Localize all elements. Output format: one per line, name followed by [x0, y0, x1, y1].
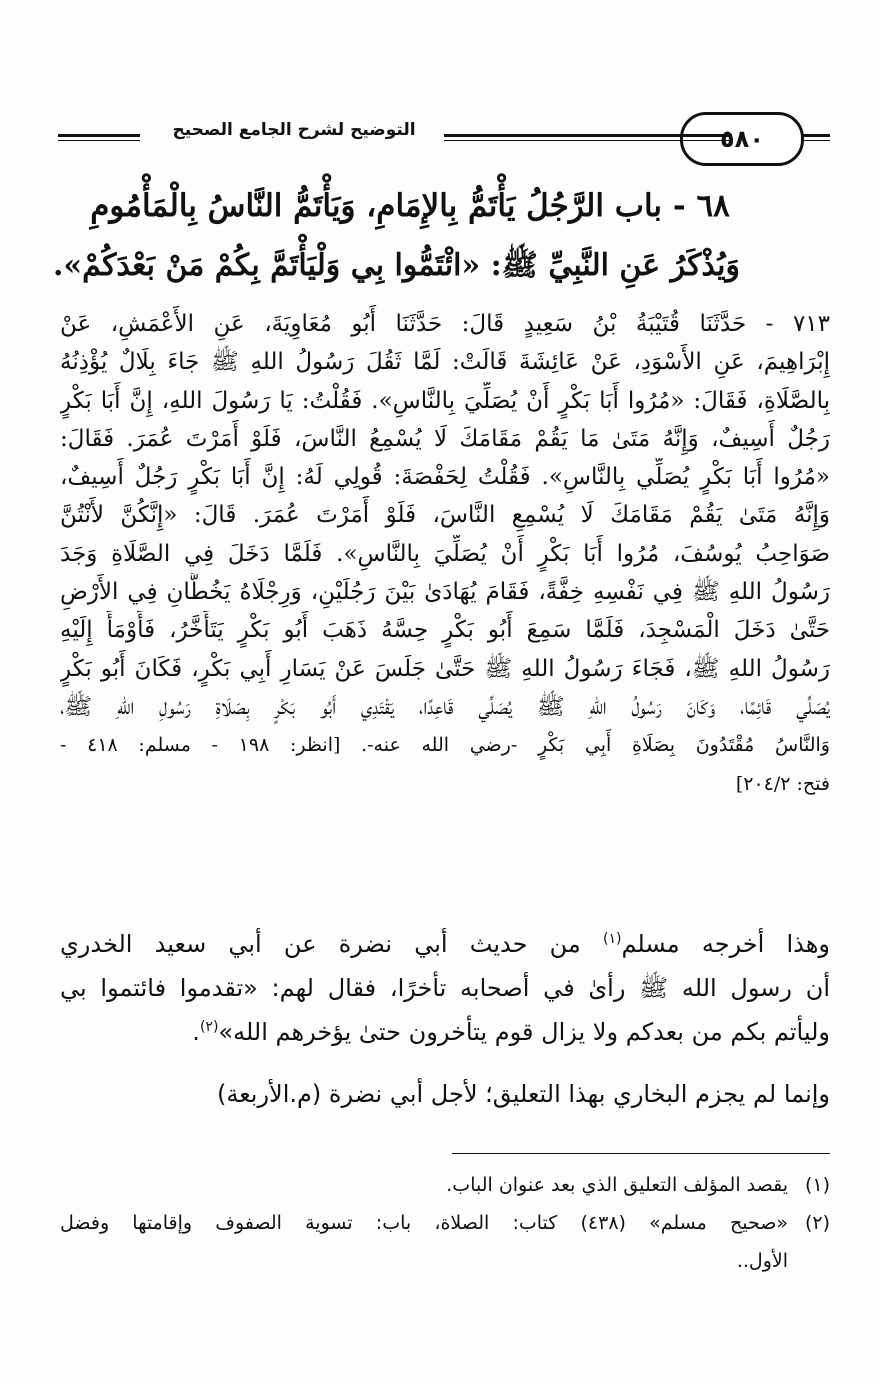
header-rule-right: [800, 134, 830, 141]
commentary-line: [60, 922, 830, 966]
page-header: [58, 112, 828, 168]
footnote-separator: [452, 1153, 830, 1154]
footnote-item: [60, 1204, 830, 1280]
header-rule-middle: [444, 134, 732, 141]
hadith-line: صَوَاحِبُ يُوسُفَ، مُرُوا أَبَا بَكْرٍ أَنْ يُصَلِّيَ بِالنَّاسِ». فَلَمَّا دَخَلَ فِي الصَّلَاةِ وَجَدَ: [60, 540, 830, 567]
commentary-text: وهذا أخرجه مسلم: [621, 930, 830, 958]
chapter-epigraph: وَيُذْكَرُ عَنِ النَّبِيِّ ﷺ: «ائْتَمُّوا بِي وَلْيَأْتَمَّ بِكُمْ مَنْ بَعْدَكُمْ».: [52, 248, 740, 283]
footnote-ref[interactable]: (٢): [199, 1019, 219, 1035]
commentary-line: أن رسول الله ﷺ رأىٰ في أصحابه تأخرًا، فقال لهم: «تقدموا فائتموا بي: [60, 974, 830, 1002]
footnote-ref[interactable]: (١): [602, 931, 622, 947]
footnote-number: (٢): [804, 1212, 830, 1234]
commentary: [60, 922, 830, 1116]
hadith-line: «مُرُوا أَبَا بَكْرٍ يُصَلِّي بِالنَّاسِ». فَقُلْتُ لِحَفْصَةَ: قُولِي لَهُ: إِنَّ أَبَا بَكْرٍ رَجُلٌ أَسِيفٌ،: [60, 464, 830, 491]
footnote-text: [60, 1166, 788, 1204]
page-number-badge: ٥٨٠: [680, 112, 804, 166]
commentary-line: وإنما لم يجزم البخاري بهذا التعليق؛ لأجل أبي نضرة (م.الأربعة): [216, 1080, 830, 1108]
hadith-text: [60, 305, 830, 803]
footnote-text: [60, 1204, 788, 1280]
hadith-line: رَسُولُ اللهِ ﷺ فِي نَفْسِهِ خِفَّةً، فَقَامَ يُهَادَىٰ بَيْنَ رَجُلَيْنِ، وَرِجْلَاهُ يَخُطَّانِ فِي الأَرْضِ: [60, 579, 830, 606]
footnote-line: «صحيح مسلم» (٤٣٨) كتاب: الصلاة، باب: تسوية الصفوف وإقامتها وفضل: [60, 1212, 788, 1234]
hadith-line: وَإِنَّهُ مَتَىٰ يَقُمْ مَقَامَكَ لَا يُسْمِعِ النَّاسَ، فَلَوْ أَمَرْتَ عُمَرَ. قَالَ: «إِنَّكُنَّ لأَنْتُنَّ: [60, 502, 830, 529]
footnote-line: يقصد المؤلف التعليق الذي بعد عنوان الباب.: [446, 1174, 788, 1196]
footnote-number: (١): [804, 1174, 830, 1196]
hadith-line: ٧١٣ - حَدَّثَنَا قُتَيْبَةُ بْنُ سَعِيدٍ قَالَ: حَدَّثَنَا أَبُو مُعَاوِيَةَ، عَنِ الأَعْمَشِ، عَنْ: [60, 311, 830, 337]
commentary-text: وليأتم بكم من بعدكم ولا يزال قوم يتأخرون حتىٰ يؤخرهم الله»: [218, 1018, 830, 1046]
footnote-line: الأول..: [736, 1250, 788, 1272]
hadith-line: رَجُلٌ أَسِيفٌ، وَإِنَّهُ مَتَىٰ مَا يَقُمْ مَقَامَكَ لَا يُسْمِعُ النَّاسَ، فَلَوْ أَمَرْتَ عُمَرَ. فَقَالَ:: [60, 425, 830, 452]
hadith-line: وَالنَّاسُ مُقْتَدُونَ بِصَلَاةِ أَبِي بَكْرٍ -رضي الله عنه-. [انظر: ١٩٨ - مسلم: ٤١٨ -: [60, 734, 830, 757]
hadith-line: حَتَّىٰ دَخَلَ الْمَسْجِدَ، فَلَمَّا سَمِعَ أَبُو بَكْرٍ حِسَّهُ ذَهَبَ أَبُو بَكْرٍ يَتَأَخَّرُ، فَأَوْمَأَ إِلَيْهِ: [60, 617, 830, 644]
hadith-line: فتح: ٢٠٤/٢]: [735, 772, 830, 795]
footnotes: [60, 1166, 830, 1280]
hadith-line: رَسُولُ اللهِ ﷺ، فَجَاءَ رَسُولُ اللهِ ﷺ حَتَّىٰ جَلَسَ عَنْ يَسَارِ أَبِي بَكْرٍ، فَكَانَ أَبُو بَكْرٍ: [60, 655, 830, 682]
hadith-line: إِبْرَاهِيمَ، عَنِ الأَسْوَدِ، عَنْ عَائِشَةَ قَالَتْ: لَمَّا ثَقُلَ رَسُولُ اللهِ ﷺ جَاءَ بِلَالٌ يُؤْذِنُهُ: [60, 349, 830, 376]
commentary-line: [60, 1010, 830, 1054]
chapter-heading: ٦٨ - باب الرَّجُلُ يَأْتَمُّ بِالإِمَامِ، وَيَأْتَمُّ النَّاسُ بِالْمَأْمُومِ: [90, 188, 730, 224]
header-rule-left: [58, 134, 140, 141]
commentary-text: من حديث أبي نضرة عن أبي سعيد الخدري: [60, 930, 603, 958]
hadith-line: يُصَلِّي قَائِمًا، وَكَانَ رَسُولُ اللهِ ﷺ يُصَلِّي قَاعِدًا، يَقْتَدِي أَبُو بَكْرٍ بِصَلَاةِ رَسُولِ اللهِ ﷺ،: [60, 693, 830, 720]
footnote-item: [60, 1166, 830, 1204]
commentary-text: .: [192, 1018, 200, 1046]
hadith-line: بِالصَّلَاةِ، فَقَالَ: «مُرُوا أَبَا بَكْرٍ أَنْ يُصَلِّيَ بِالنَّاسِ». فَقُلْتُ: يَا رَسُولَ اللهِ، إِنَّ أَبَا بَكْرٍ: [60, 387, 830, 414]
running-title: التوضيح لشرح الجامع الصحيح: [172, 120, 416, 140]
